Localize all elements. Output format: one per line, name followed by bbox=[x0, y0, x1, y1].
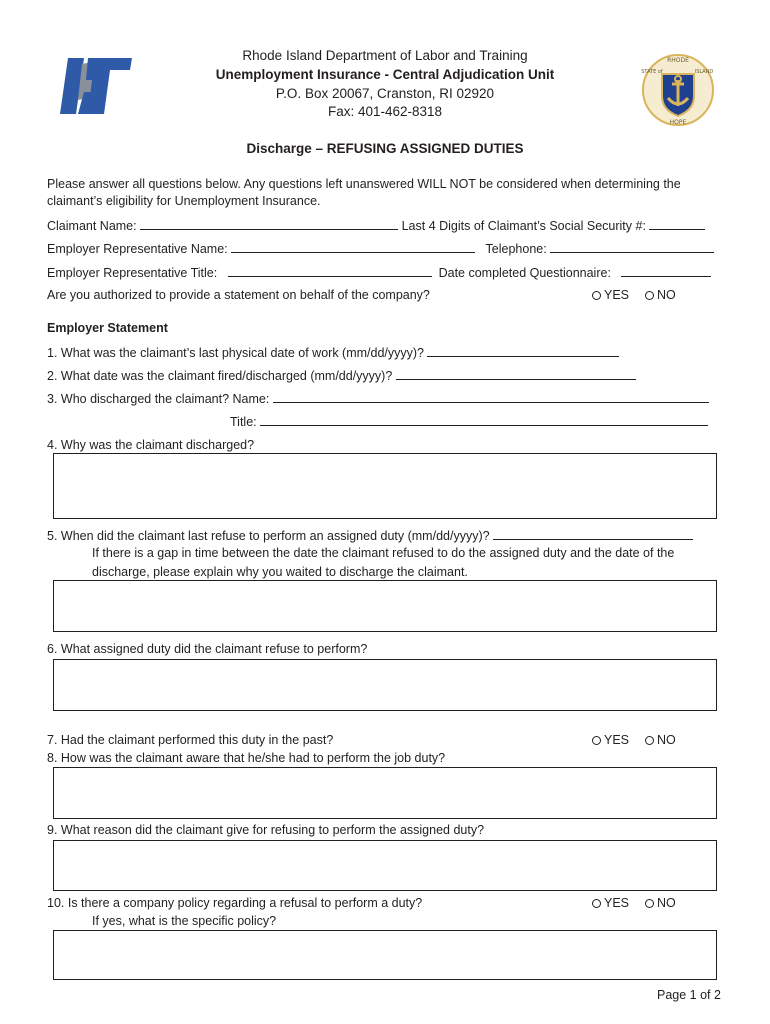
q3-title-field[interactable] bbox=[260, 414, 708, 426]
address: P.O. Box 20067, Cranston, RI 02920 bbox=[275, 86, 495, 101]
seal-text-bottom: HOPE bbox=[669, 119, 687, 126]
seal-text-top: RHODE bbox=[667, 57, 689, 64]
radio-icon[interactable] bbox=[592, 291, 601, 300]
intro-line-2: claimant’s eligibility for Unemployment Insurance. bbox=[47, 194, 321, 208]
rep-title-row bbox=[47, 265, 711, 280]
q1-row bbox=[47, 345, 619, 360]
ssn-field[interactable] bbox=[649, 218, 705, 230]
yes-label: YES bbox=[604, 733, 630, 747]
q6-label: 6. What assigned duty did the claimant refuse to perform? bbox=[47, 642, 368, 656]
authorized-label: Are you authorized to provide a statement on behalf of the company? bbox=[47, 288, 430, 302]
q9-label: 9. What reason did the claimant give for refusing to perform the assigned duty? bbox=[47, 823, 485, 837]
q3-title-row bbox=[230, 414, 708, 429]
telephone-field[interactable] bbox=[550, 241, 714, 253]
intro-line-1: Please answer all questions below. Any questions left unanswered WILL NOT be considered when determining the bbox=[47, 177, 681, 191]
page-number: Page 1 of 2 bbox=[657, 988, 721, 1002]
radio-icon[interactable] bbox=[592, 899, 601, 908]
rep-name-row bbox=[47, 241, 714, 256]
radio-icon[interactable] bbox=[592, 736, 601, 745]
statement-heading: Employer Statement bbox=[47, 321, 168, 335]
q5-note-1: If there is a gap in time between the date the claimant refused to do the assigned duty and the date of the bbox=[92, 546, 675, 560]
q7-label: 7. Had the claimant performed this duty in the past? bbox=[47, 733, 334, 747]
form-title: Discharge – REFUSING ASSIGNED DUTIES bbox=[246, 141, 524, 156]
q3-row bbox=[47, 391, 709, 406]
q5-row bbox=[47, 528, 693, 543]
q3-label: 3. Who discharged the claimant? Name: bbox=[47, 392, 270, 406]
ssn-label: Last 4 Digits of Claimant’s Social Security #: bbox=[401, 219, 646, 233]
fax: Fax: 401-462-8318 bbox=[327, 104, 443, 119]
q10-yes[interactable] bbox=[592, 896, 629, 910]
q3-name-field[interactable] bbox=[273, 391, 709, 403]
yes-label: YES bbox=[604, 896, 630, 910]
q8-answer-box[interactable] bbox=[53, 767, 717, 819]
claimant-name-label: Claimant Name: bbox=[47, 219, 137, 233]
no-label: NO bbox=[657, 896, 676, 910]
q5-note-2: discharge, please explain why you waited to discharge the claimant. bbox=[92, 565, 468, 579]
state-seal-icon bbox=[640, 52, 716, 128]
seal-text-left: STATE of bbox=[641, 69, 663, 75]
q7-yes[interactable] bbox=[592, 733, 629, 747]
q5-answer-box[interactable] bbox=[53, 580, 717, 632]
no-label: NO bbox=[657, 288, 676, 302]
radio-icon[interactable] bbox=[645, 899, 654, 908]
no-label: NO bbox=[657, 733, 676, 747]
q7-no[interactable] bbox=[645, 733, 676, 747]
seal-text-right: ISLAND bbox=[694, 69, 714, 75]
q9-answer-box[interactable] bbox=[53, 840, 717, 891]
q4-label: 4. Why was the claimant discharged? bbox=[47, 438, 255, 452]
authorized-yes[interactable] bbox=[592, 288, 629, 302]
q1-label: 1. What was the claimant’s last physical date of work (mm/dd/yyyy)? bbox=[47, 346, 424, 360]
unit-name: Unemployment Insurance - Central Adjudication Unit bbox=[215, 67, 555, 82]
authorized-no[interactable] bbox=[645, 288, 676, 302]
q3-title-label: Title: bbox=[230, 415, 257, 429]
q10-label: 10. Is there a company policy regarding a refusal to perform a duty? bbox=[47, 896, 423, 910]
q10-no[interactable] bbox=[645, 896, 676, 910]
rep-name-field[interactable] bbox=[231, 241, 475, 253]
radio-icon[interactable] bbox=[645, 736, 654, 745]
q2-field[interactable] bbox=[396, 368, 636, 380]
q1-field[interactable] bbox=[427, 345, 619, 357]
q4-answer-box[interactable] bbox=[53, 453, 717, 519]
claimant-name-field[interactable] bbox=[140, 218, 398, 230]
q8-label: 8. How was the claimant aware that he/she had to perform the job duty? bbox=[47, 751, 446, 765]
rep-title-label: Employer Representative Title: bbox=[47, 266, 218, 280]
yes-label: YES bbox=[604, 288, 630, 302]
q5-label: 5. When did the claimant last refuse to perform an assigned duty (mm/dd/yyyy)? bbox=[47, 529, 490, 543]
q2-label: 2. What date was the claimant fired/discharged (mm/dd/yyyy)? bbox=[47, 369, 393, 383]
q10-answer-box[interactable] bbox=[53, 930, 717, 980]
rep-title-field[interactable] bbox=[228, 265, 432, 277]
q2-row bbox=[47, 368, 636, 383]
claimant-name-row bbox=[47, 218, 705, 233]
date-completed-field[interactable] bbox=[621, 265, 711, 277]
radio-icon[interactable] bbox=[645, 291, 654, 300]
telephone-label: Telephone: bbox=[485, 242, 547, 256]
q10-note: If yes, what is the specific policy? bbox=[92, 914, 277, 928]
date-completed-label: Date completed Questionnaire: bbox=[438, 266, 611, 280]
rep-name-label: Employer Representative Name: bbox=[47, 242, 228, 256]
q5-field[interactable] bbox=[493, 528, 693, 540]
dept-name: Rhode Island Department of Labor and Training bbox=[242, 48, 528, 63]
q6-answer-box[interactable] bbox=[53, 659, 717, 711]
